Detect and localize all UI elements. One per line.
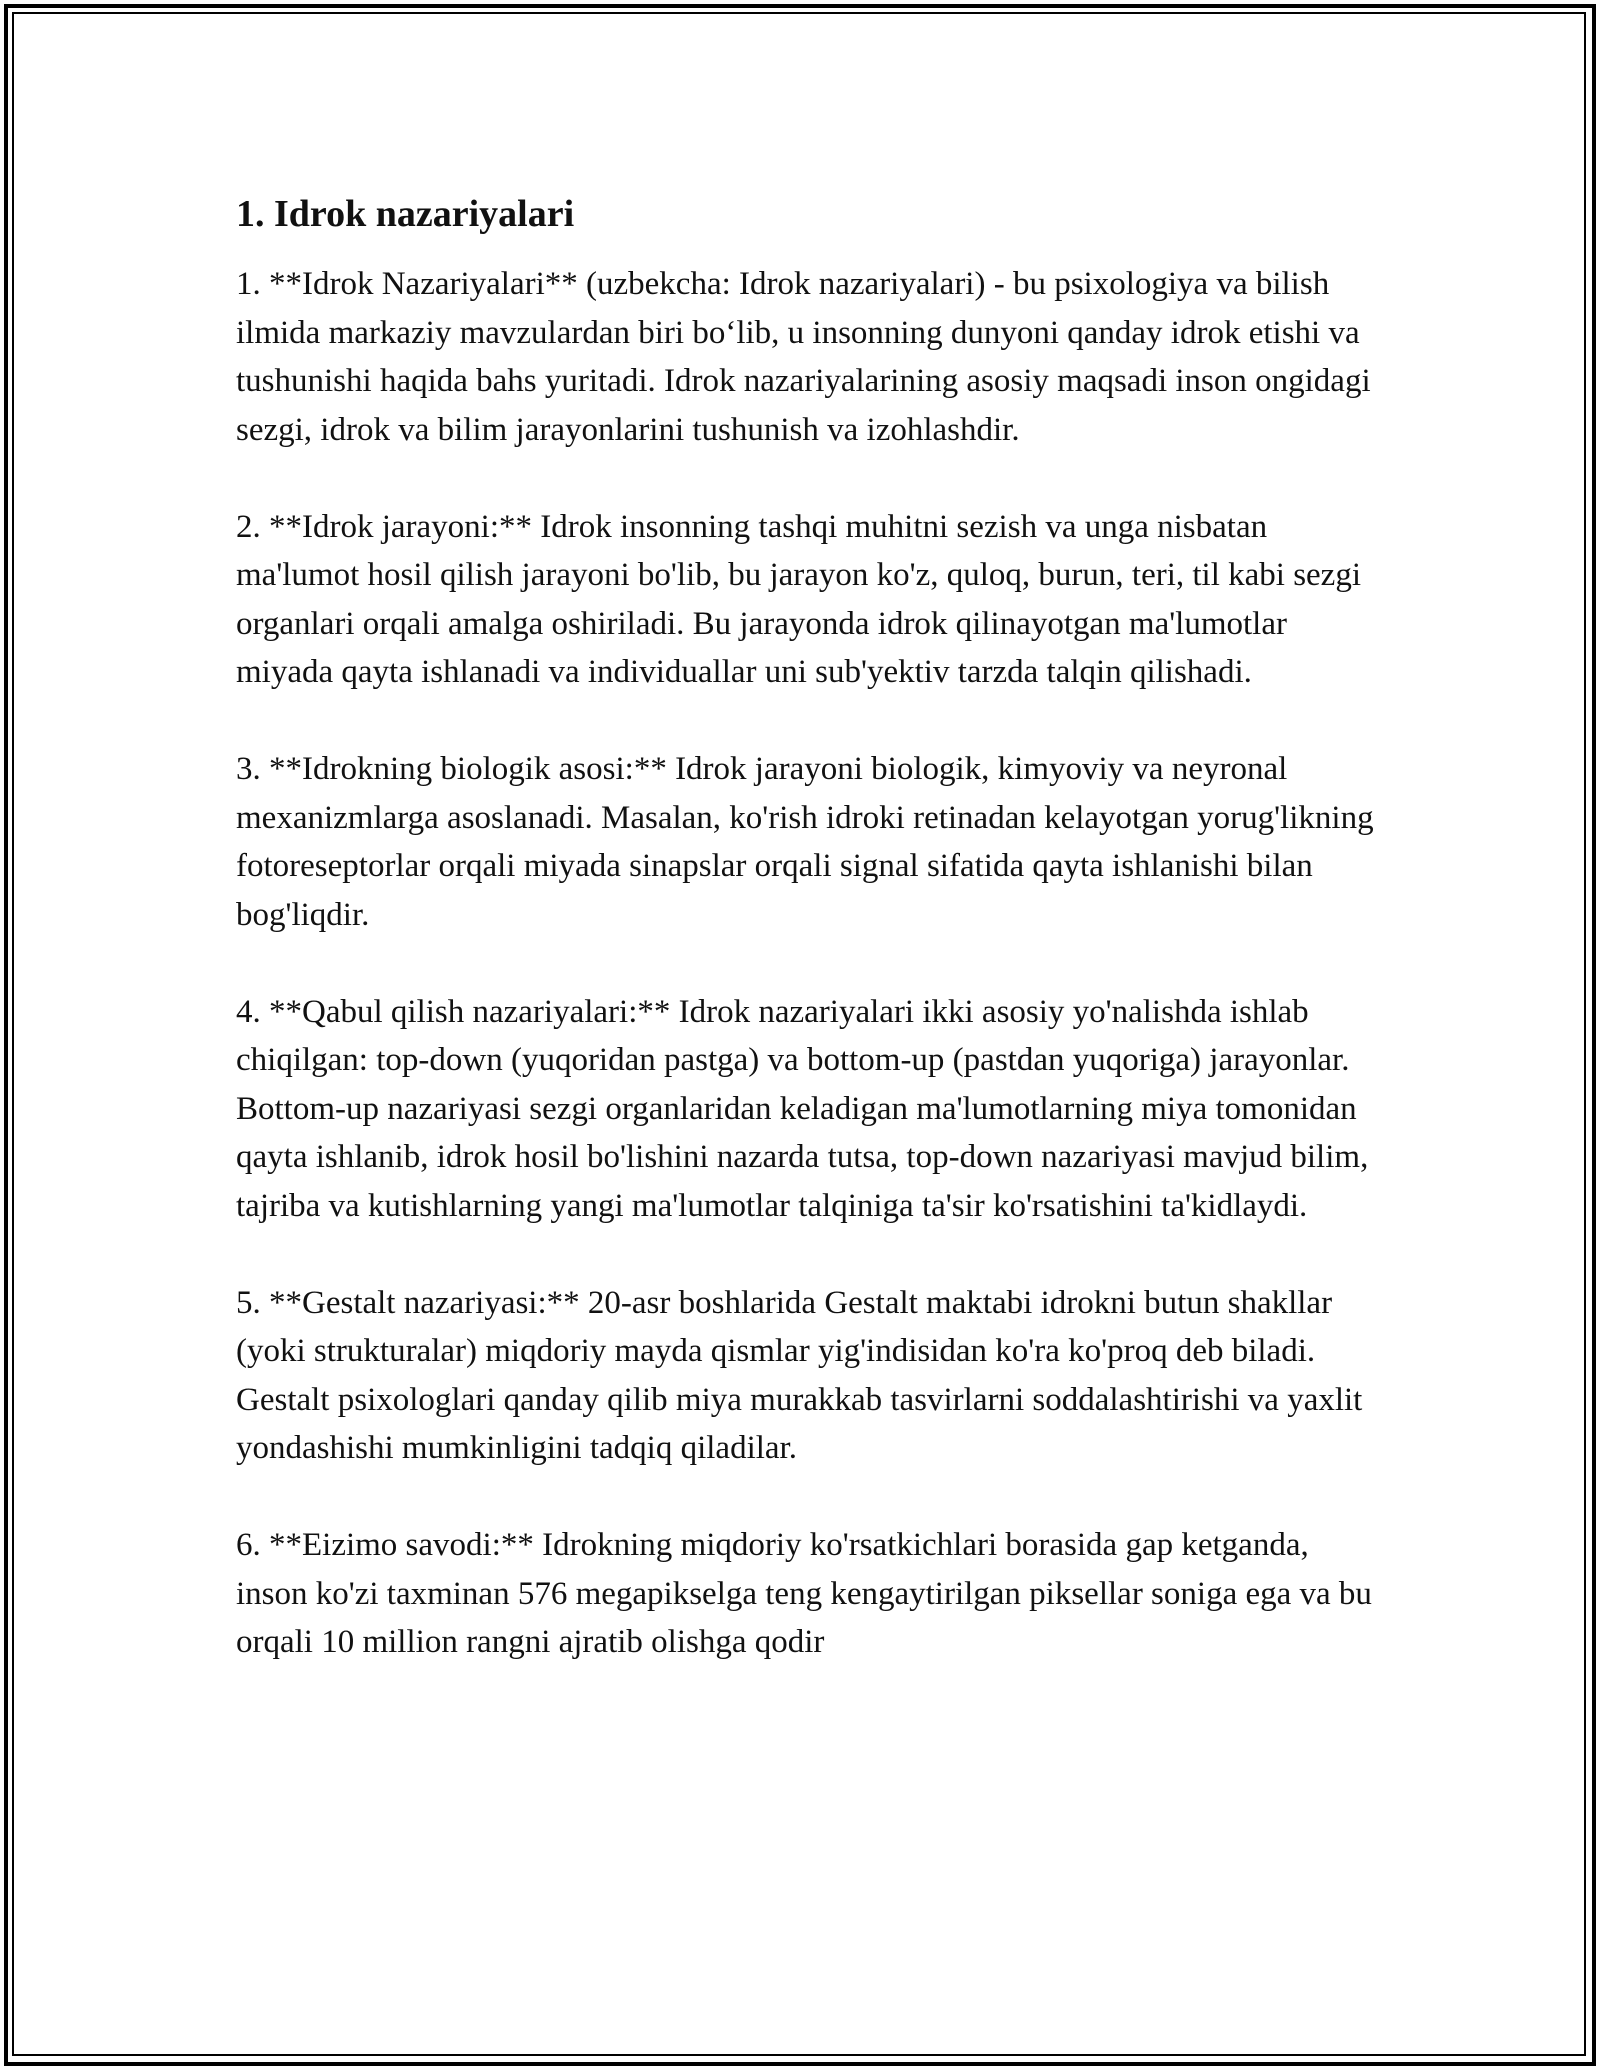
paragraph-5: 5. **Gestalt nazariyasi:** 20-asr boshlarida Gestalt maktabi idrokni butun shakllar (yoki strukturalar) miqdoriy mayda qismlar yig'indisidan ko'ra ko'proq deb biladi. Gestalt psixologlari qanday qilib miya murakkab tasvirlarni soddalashtirishi va yaxlit yondashishi mumkinligini tadqiq qiladilar. [236,1284,1363,1466]
paragraph-list [236,260,1386,1667]
document-body [236,188,1386,1715]
paragraph-3: 3. **Idrokning biologik asosi:** Idrok jarayoni biologik, kimyoviy va neyronal mexanizmlarga asoslanadi. Masalan, ko'rish idroki retinadan kelayotgan yorug'likning fotoreseptorlar orqali miyada sinapslar orqali signal sifatida qayta ishlanishi bilan bog'liqdir. [236,751,1374,933]
document-title: 1. Idrok nazariyalari [236,193,575,235]
paragraph-6: 6. **Eizimo savodi:** Idrokning miqdoriy ko'rsatkichlari borasida gap ketganda, inson ko'zi taxminan 576 megapikselga teng kengaytirilgan piksellar soniga ega va bu orqali 10 million rangni ajratib olishga qodir [236,1527,1372,1660]
paragraph-4: 4. **Qabul qilish nazariyalari:** Idrok nazariyalari ikki asosiy yo'nalishda ishlab chiqilgan: top-down (yuqoridan pastga) va bottom-up (pastdan yuqoriga) jarayonlar. Bottom-up nazariyasi sezgi organlaridan keladigan ma'lumotlarning miya tomonidan qayta ishlanib, idrok hosil bo'lishini nazarda tutsa, top-down nazariyasi mavjud bilim, tajriba va kutishlarning yangi ma'lumotlar talqiniga ta'sir ko'rsatishini ta'kidlaydi. [236,993,1369,1224]
paragraph-1: 1. **Idrok Nazariyalari** (uzbekcha: Idrok nazariyalari) - bu psixologiya va bilish ilmida markaziy mavzulardan biri bo‘lib, u insonning dunyoni qanday idrok etishi va tushunishi haqida bahs yuritadi. Idrok nazariyalarining asosiy maqsadi inson ongidagi sezgi, idrok va bilim jarayonlarini tushunish va izohlashdir. [236,266,1371,448]
paragraph-2: 2. **Idrok jarayoni:** Idrok insonning tashqi muhitni sezish va unga nisbatan ma'lumot hosil qilish jarayoni bo'lib, bu jarayon ko'z, quloq, burun, teri, til kabi sezgi organlari orqali amalga oshiriladi. Bu jarayonda idrok qilinayotgan ma'lumotlar miyada qayta ishlanadi va individuallar uni sub'yektiv tarzda talqin qilishadi. [236,508,1361,690]
